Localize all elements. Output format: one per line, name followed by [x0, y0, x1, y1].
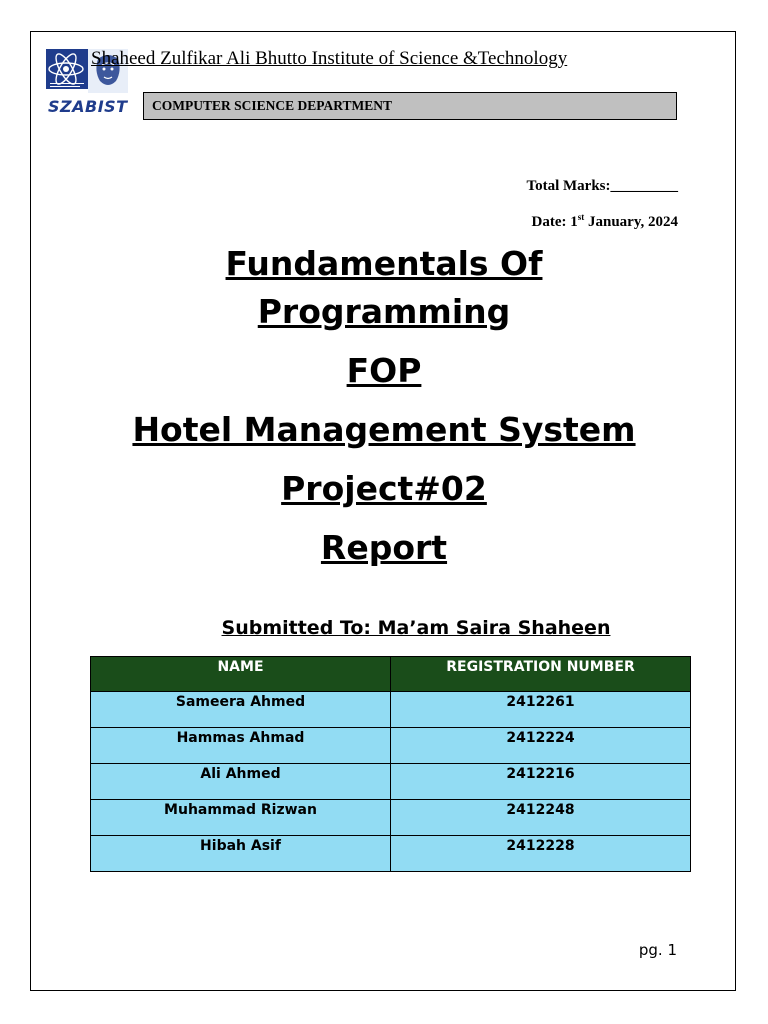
table-row: [91, 836, 691, 872]
date-line: [532, 212, 679, 231]
title-line-3: FOP: [346, 351, 422, 390]
table-row: [91, 800, 691, 836]
student-name: Sameera Ahmed: [91, 692, 391, 728]
table-header-row: [91, 657, 691, 692]
student-name: Hammas Ahmad: [91, 728, 391, 764]
title-line-5: Project#02: [281, 469, 487, 508]
student-table: [90, 656, 691, 872]
registration-number: 2412224: [391, 728, 691, 764]
submitted-to: Submitted To: Ma’am Saira Shaheen: [221, 617, 611, 639]
department-banner: [143, 92, 677, 120]
title-line-6: Report: [320, 528, 448, 567]
table-row: [91, 692, 691, 728]
title-line-4: Hotel Management System: [132, 410, 636, 449]
student-name: Hibah Asif: [91, 836, 391, 872]
table-row: [91, 764, 691, 800]
title-line-2: Programming: [257, 292, 511, 331]
student-name: Ali Ahmed: [91, 764, 391, 800]
department-name: COMPUTER SCIENCE DEPARTMENT: [152, 98, 393, 113]
student-name: Muhammad Rizwan: [91, 800, 391, 836]
page-number: pg. 1: [638, 941, 677, 959]
title-line-1: Fundamentals Of: [225, 244, 543, 283]
logo-wordmark: SZABIST: [48, 97, 128, 116]
date-suffix: January, 2024: [584, 214, 678, 230]
registration-number: 2412261: [391, 692, 691, 728]
registration-number: 2412228: [391, 836, 691, 872]
total-marks: Total Marks:_________: [526, 178, 678, 194]
registration-number: 2412216: [391, 764, 691, 800]
registration-number: 2412248: [391, 800, 691, 836]
table-row: [91, 728, 691, 764]
column-header-registration: REGISTRATION NUMBER: [391, 657, 691, 692]
column-header-name: NAME: [91, 657, 391, 692]
date-ordinal: st: [577, 212, 585, 222]
institute-name: Shaheed Zulfikar Ali Bhutto Institute of Science &Technology: [91, 48, 568, 69]
date-prefix: Date: 1: [531, 214, 578, 230]
